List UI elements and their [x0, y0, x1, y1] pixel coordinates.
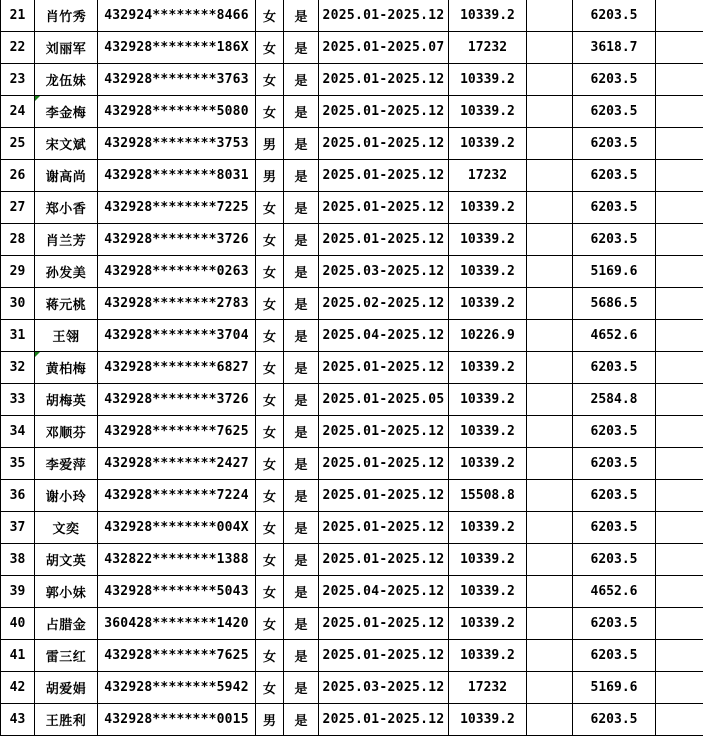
- table-row: [1, 64, 703, 96]
- flag-cell[interactable]: 是: [284, 256, 319, 288]
- subsidy-cell[interactable]: 5169.6: [573, 672, 656, 704]
- table-row: [1, 608, 703, 640]
- gender-cell[interactable]: 女: [256, 256, 284, 288]
- table-row: [1, 320, 703, 352]
- amount-cell[interactable]: 17232: [449, 672, 527, 704]
- row-number-cell[interactable]: 43: [1, 704, 35, 736]
- flag-cell[interactable]: 是: [284, 608, 319, 640]
- name-cell[interactable]: 谢高尚: [35, 160, 98, 192]
- amount-cell[interactable]: 15508.8: [449, 480, 527, 512]
- amount-cell[interactable]: 10339.2: [449, 256, 527, 288]
- gender-cell[interactable]: 女: [256, 192, 284, 224]
- amount-cell[interactable]: 10339.2: [449, 288, 527, 320]
- gender-cell[interactable]: 女: [256, 0, 284, 32]
- gender-cell[interactable]: 男: [256, 128, 284, 160]
- id-number-cell[interactable]: 432924********8466: [98, 0, 256, 32]
- flag-cell[interactable]: 是: [284, 384, 319, 416]
- gender-cell[interactable]: 女: [256, 448, 284, 480]
- amount-cell[interactable]: 10339.2: [449, 192, 527, 224]
- blank-cell[interactable]: [527, 192, 573, 224]
- row-number-cell[interactable]: 38: [1, 544, 35, 576]
- id-number-cell[interactable]: 432928********3726: [98, 224, 256, 256]
- extra-cell[interactable]: [656, 32, 703, 64]
- blank-cell[interactable]: [527, 704, 573, 736]
- blank-cell[interactable]: [527, 384, 573, 416]
- period-cell[interactable]: 2025.01-2025.07: [319, 32, 449, 64]
- table-row: [1, 448, 703, 480]
- id-number-cell[interactable]: 432928********7224: [98, 480, 256, 512]
- name-cell[interactable]: 蒋元桃: [35, 288, 98, 320]
- table-row: [1, 128, 703, 160]
- id-number-cell[interactable]: 432928********3726: [98, 384, 256, 416]
- row-number-cell[interactable]: 29: [1, 256, 35, 288]
- flag-cell[interactable]: 是: [284, 544, 319, 576]
- period-cell[interactable]: 2025.01-2025.12: [319, 352, 449, 384]
- name-cell[interactable]: 龙伍妹: [35, 64, 98, 96]
- name-cell[interactable]: 邓顺芬: [35, 416, 98, 448]
- extra-cell[interactable]: [656, 288, 703, 320]
- gender-cell[interactable]: 男: [256, 160, 284, 192]
- period-cell[interactable]: 2025.01-2025.12: [319, 416, 449, 448]
- id-number-cell[interactable]: 432822********1388: [98, 544, 256, 576]
- subsidy-cell[interactable]: 4652.6: [573, 320, 656, 352]
- period-cell[interactable]: 2025.01-2025.12: [319, 128, 449, 160]
- extra-cell[interactable]: [656, 608, 703, 640]
- id-number-cell[interactable]: 432928********7625: [98, 640, 256, 672]
- gender-cell[interactable]: 女: [256, 352, 284, 384]
- gender-cell[interactable]: 女: [256, 224, 284, 256]
- flag-cell[interactable]: 是: [284, 480, 319, 512]
- extra-cell[interactable]: [656, 672, 703, 704]
- period-cell[interactable]: 2025.01-2025.12: [319, 64, 449, 96]
- flag-cell[interactable]: 是: [284, 0, 319, 32]
- flag-cell[interactable]: 是: [284, 640, 319, 672]
- id-number-cell[interactable]: 432928********186X: [98, 32, 256, 64]
- gender-cell[interactable]: 女: [256, 320, 284, 352]
- blank-cell[interactable]: [527, 0, 573, 32]
- name-cell[interactable]: 胡梅英: [35, 384, 98, 416]
- amount-cell[interactable]: 10339.2: [449, 0, 527, 32]
- extra-cell[interactable]: [656, 576, 703, 608]
- name-cell[interactable]: 宋文斌: [35, 128, 98, 160]
- period-cell[interactable]: 2025.02-2025.12: [319, 288, 449, 320]
- id-number-cell[interactable]: 432928********7625: [98, 416, 256, 448]
- id-number-cell[interactable]: 432928********0015: [98, 704, 256, 736]
- extra-cell[interactable]: [656, 0, 703, 32]
- table-row: [1, 352, 703, 384]
- flag-cell[interactable]: 是: [284, 448, 319, 480]
- flag-cell[interactable]: 是: [284, 128, 319, 160]
- period-cell[interactable]: 2025.01-2025.12: [319, 640, 449, 672]
- extra-cell[interactable]: [656, 64, 703, 96]
- blank-cell[interactable]: [527, 224, 573, 256]
- row-number-cell[interactable]: 35: [1, 448, 35, 480]
- table-row: [1, 0, 703, 32]
- subsidy-cell[interactable]: 6203.5: [573, 128, 656, 160]
- name-cell[interactable]: 胡文英: [35, 544, 98, 576]
- subsidy-cell[interactable]: 6203.5: [573, 544, 656, 576]
- subsidy-cell[interactable]: 6203.5: [573, 224, 656, 256]
- flag-cell[interactable]: 是: [284, 192, 319, 224]
- row-number-cell[interactable]: 23: [1, 64, 35, 96]
- row-number-cell[interactable]: 25: [1, 128, 35, 160]
- period-cell[interactable]: 2025.01-2025.12: [319, 96, 449, 128]
- table-row: [1, 96, 703, 128]
- gender-cell[interactable]: 女: [256, 384, 284, 416]
- subsidy-cell[interactable]: 4652.6: [573, 576, 656, 608]
- flag-cell[interactable]: 是: [284, 96, 319, 128]
- name-cell[interactable]: 王翎: [35, 320, 98, 352]
- subsidy-cell[interactable]: 6203.5: [573, 640, 656, 672]
- extra-cell[interactable]: [656, 352, 703, 384]
- gender-cell[interactable]: 女: [256, 672, 284, 704]
- period-cell[interactable]: 2025.01-2025.12: [319, 480, 449, 512]
- name-cell[interactable]: 占腊金: [35, 608, 98, 640]
- period-cell[interactable]: 2025.01-2025.12: [319, 512, 449, 544]
- period-cell[interactable]: 2025.01-2025.05: [319, 384, 449, 416]
- name-cell[interactable]: 谢小玲: [35, 480, 98, 512]
- period-cell[interactable]: 2025.01-2025.12: [319, 448, 449, 480]
- id-number-cell[interactable]: 432928********0263: [98, 256, 256, 288]
- blank-cell[interactable]: [527, 128, 573, 160]
- row-number-cell[interactable]: 37: [1, 512, 35, 544]
- id-number-cell[interactable]: 432928********2427: [98, 448, 256, 480]
- row-number-cell[interactable]: 42: [1, 672, 35, 704]
- extra-cell[interactable]: [656, 640, 703, 672]
- blank-cell[interactable]: [527, 64, 573, 96]
- gender-cell[interactable]: 女: [256, 608, 284, 640]
- subsidy-cell[interactable]: 6203.5: [573, 448, 656, 480]
- table-row: [1, 416, 703, 448]
- blank-cell[interactable]: [527, 352, 573, 384]
- name-cell[interactable]: 文奕: [35, 512, 98, 544]
- flag-cell[interactable]: 是: [284, 576, 319, 608]
- table-row: [1, 224, 703, 256]
- table-row: [1, 512, 703, 544]
- table-row: [1, 256, 703, 288]
- amount-cell[interactable]: 10339.2: [449, 544, 527, 576]
- subsidy-cell[interactable]: 3618.7: [573, 32, 656, 64]
- row-number-cell[interactable]: 28: [1, 224, 35, 256]
- blank-cell[interactable]: [527, 160, 573, 192]
- period-cell[interactable]: 2025.01-2025.12: [319, 0, 449, 32]
- name-cell[interactable]: 郑小香: [35, 192, 98, 224]
- extra-cell[interactable]: [656, 320, 703, 352]
- amount-cell[interactable]: 10339.2: [449, 576, 527, 608]
- flag-cell[interactable]: 是: [284, 352, 319, 384]
- table-row: [1, 384, 703, 416]
- flag-cell[interactable]: 是: [284, 672, 319, 704]
- blank-cell[interactable]: [527, 256, 573, 288]
- extra-cell[interactable]: [656, 192, 703, 224]
- table-row: [1, 160, 703, 192]
- row-number-cell[interactable]: 33: [1, 384, 35, 416]
- gender-cell[interactable]: 女: [256, 32, 284, 64]
- row-number-cell[interactable]: 27: [1, 192, 35, 224]
- blank-cell[interactable]: [527, 672, 573, 704]
- table-row: [1, 288, 703, 320]
- row-number-cell[interactable]: 22: [1, 32, 35, 64]
- flag-cell[interactable]: 是: [284, 416, 319, 448]
- id-number-cell[interactable]: 432928********6827: [98, 352, 256, 384]
- blank-cell[interactable]: [527, 32, 573, 64]
- row-number-cell[interactable]: 40: [1, 608, 35, 640]
- period-cell[interactable]: 2025.01-2025.12: [319, 224, 449, 256]
- subsidy-cell[interactable]: 6203.5: [573, 352, 656, 384]
- id-number-cell[interactable]: 432928********5080: [98, 96, 256, 128]
- name-cell[interactable]: 肖兰芳: [35, 224, 98, 256]
- extra-cell[interactable]: [656, 128, 703, 160]
- subsidy-cell[interactable]: 6203.5: [573, 608, 656, 640]
- blank-cell[interactable]: [527, 544, 573, 576]
- table-body: [1, 0, 703, 736]
- amount-cell[interactable]: 10339.2: [449, 352, 527, 384]
- table-row: [1, 480, 703, 512]
- name-cell[interactable]: 孙发美: [35, 256, 98, 288]
- flag-cell[interactable]: 是: [284, 160, 319, 192]
- extra-cell[interactable]: [656, 224, 703, 256]
- blank-cell[interactable]: [527, 448, 573, 480]
- subsidy-cell[interactable]: 6203.5: [573, 192, 656, 224]
- subsidy-cell[interactable]: 6203.5: [573, 160, 656, 192]
- blank-cell[interactable]: [527, 416, 573, 448]
- name-cell[interactable]: 胡爱娟: [35, 672, 98, 704]
- gender-cell[interactable]: 女: [256, 480, 284, 512]
- blank-cell[interactable]: [527, 96, 573, 128]
- period-cell[interactable]: 2025.01-2025.12: [319, 192, 449, 224]
- extra-cell[interactable]: [656, 544, 703, 576]
- row-number-cell[interactable]: 36: [1, 480, 35, 512]
- period-cell[interactable]: 2025.01-2025.12: [319, 544, 449, 576]
- row-number-cell[interactable]: 24: [1, 96, 35, 128]
- blank-cell[interactable]: [527, 512, 573, 544]
- id-number-cell[interactable]: 432928********5043: [98, 576, 256, 608]
- gender-cell[interactable]: 女: [256, 640, 284, 672]
- table-row: [1, 32, 703, 64]
- id-number-cell[interactable]: 432928********2783: [98, 288, 256, 320]
- name-cell[interactable]: 李金梅: [35, 96, 98, 128]
- row-number-cell[interactable]: 31: [1, 320, 35, 352]
- table-row: [1, 576, 703, 608]
- period-cell[interactable]: 2025.01-2025.12: [319, 160, 449, 192]
- period-cell[interactable]: 2025.04-2025.12: [319, 576, 449, 608]
- amount-cell[interactable]: 17232: [449, 160, 527, 192]
- gender-cell[interactable]: 女: [256, 416, 284, 448]
- extra-cell[interactable]: [656, 480, 703, 512]
- gender-cell[interactable]: 女: [256, 288, 284, 320]
- subsidy-cell[interactable]: 6203.5: [573, 64, 656, 96]
- flag-cell[interactable]: 是: [284, 288, 319, 320]
- name-cell[interactable]: 李爱萍: [35, 448, 98, 480]
- gender-cell[interactable]: 女: [256, 64, 284, 96]
- amount-cell[interactable]: 10339.2: [449, 128, 527, 160]
- period-cell[interactable]: 2025.04-2025.12: [319, 320, 449, 352]
- extra-cell[interactable]: [656, 512, 703, 544]
- flag-cell[interactable]: 是: [284, 320, 319, 352]
- subsidy-cell[interactable]: 2584.8: [573, 384, 656, 416]
- table-row: [1, 544, 703, 576]
- subsidy-cell[interactable]: 6203.5: [573, 96, 656, 128]
- row-number-cell[interactable]: 39: [1, 576, 35, 608]
- amount-cell[interactable]: 10339.2: [449, 96, 527, 128]
- flag-cell[interactable]: 是: [284, 512, 319, 544]
- extra-cell[interactable]: [656, 448, 703, 480]
- flag-cell[interactable]: 是: [284, 704, 319, 736]
- subsidy-cell[interactable]: 6203.5: [573, 704, 656, 736]
- row-number-cell[interactable]: 26: [1, 160, 35, 192]
- id-number-cell[interactable]: 432928********8031: [98, 160, 256, 192]
- blank-cell[interactable]: [527, 480, 573, 512]
- flag-cell[interactable]: 是: [284, 32, 319, 64]
- gender-cell[interactable]: 女: [256, 512, 284, 544]
- table-row: [1, 704, 703, 736]
- table-row: [1, 640, 703, 672]
- row-number-cell[interactable]: 34: [1, 416, 35, 448]
- amount-cell[interactable]: 10339.2: [449, 704, 527, 736]
- id-number-cell[interactable]: 432928********7225: [98, 192, 256, 224]
- subsidy-cell[interactable]: 6203.5: [573, 512, 656, 544]
- row-number-cell[interactable]: 32: [1, 352, 35, 384]
- blank-cell[interactable]: [527, 576, 573, 608]
- id-number-cell[interactable]: 432928********3753: [98, 128, 256, 160]
- blank-cell[interactable]: [527, 288, 573, 320]
- extra-cell[interactable]: [656, 160, 703, 192]
- name-cell[interactable]: 郭小妹: [35, 576, 98, 608]
- period-cell[interactable]: 2025.01-2025.12: [319, 704, 449, 736]
- name-cell[interactable]: 雷三红: [35, 640, 98, 672]
- gender-cell[interactable]: 男: [256, 704, 284, 736]
- subsidy-cell[interactable]: 5169.6: [573, 256, 656, 288]
- subsidy-cell[interactable]: 5686.5: [573, 288, 656, 320]
- amount-cell[interactable]: 10339.2: [449, 448, 527, 480]
- flag-cell[interactable]: 是: [284, 64, 319, 96]
- blank-cell[interactable]: [527, 320, 573, 352]
- blank-cell[interactable]: [527, 640, 573, 672]
- amount-cell[interactable]: 10339.2: [449, 416, 527, 448]
- amount-cell[interactable]: 10339.2: [449, 64, 527, 96]
- extra-cell[interactable]: [656, 96, 703, 128]
- extra-cell[interactable]: [656, 704, 703, 736]
- amount-cell[interactable]: 10339.2: [449, 512, 527, 544]
- table-row: [1, 672, 703, 704]
- extra-cell[interactable]: [656, 384, 703, 416]
- amount-cell[interactable]: 17232: [449, 32, 527, 64]
- extra-cell[interactable]: [656, 256, 703, 288]
- amount-cell[interactable]: 10339.2: [449, 608, 527, 640]
- subsidy-cell[interactable]: 6203.5: [573, 416, 656, 448]
- subsidy-cell[interactable]: 6203.5: [573, 0, 656, 32]
- amount-cell[interactable]: 10339.2: [449, 224, 527, 256]
- period-cell[interactable]: 2025.03-2025.12: [319, 672, 449, 704]
- gender-cell[interactable]: 女: [256, 96, 284, 128]
- id-number-cell[interactable]: 432928********5942: [98, 672, 256, 704]
- amount-cell[interactable]: 10226.9: [449, 320, 527, 352]
- row-number-cell[interactable]: 30: [1, 288, 35, 320]
- flag-cell[interactable]: 是: [284, 224, 319, 256]
- name-cell[interactable]: 刘丽军: [35, 32, 98, 64]
- amount-cell[interactable]: 10339.2: [449, 384, 527, 416]
- row-number-cell[interactable]: 21: [1, 0, 35, 32]
- name-cell[interactable]: 肖竹秀: [35, 0, 98, 32]
- period-cell[interactable]: 2025.01-2025.12: [319, 608, 449, 640]
- row-number-cell[interactable]: 41: [1, 640, 35, 672]
- extra-cell[interactable]: [656, 416, 703, 448]
- name-cell[interactable]: 王胜利: [35, 704, 98, 736]
- amount-cell[interactable]: 10339.2: [449, 640, 527, 672]
- table-row: [1, 192, 703, 224]
- name-cell[interactable]: 黄柏梅: [35, 352, 98, 384]
- period-cell[interactable]: 2025.03-2025.12: [319, 256, 449, 288]
- gender-cell[interactable]: 女: [256, 544, 284, 576]
- blank-cell[interactable]: [527, 608, 573, 640]
- subsidy-cell[interactable]: 6203.5: [573, 480, 656, 512]
- id-number-cell[interactable]: 432928********3704: [98, 320, 256, 352]
- gender-cell[interactable]: 女: [256, 576, 284, 608]
- id-number-cell[interactable]: 432928********004X: [98, 512, 256, 544]
- id-number-cell[interactable]: 360428********1420: [98, 608, 256, 640]
- id-number-cell[interactable]: 432928********3763: [98, 64, 256, 96]
